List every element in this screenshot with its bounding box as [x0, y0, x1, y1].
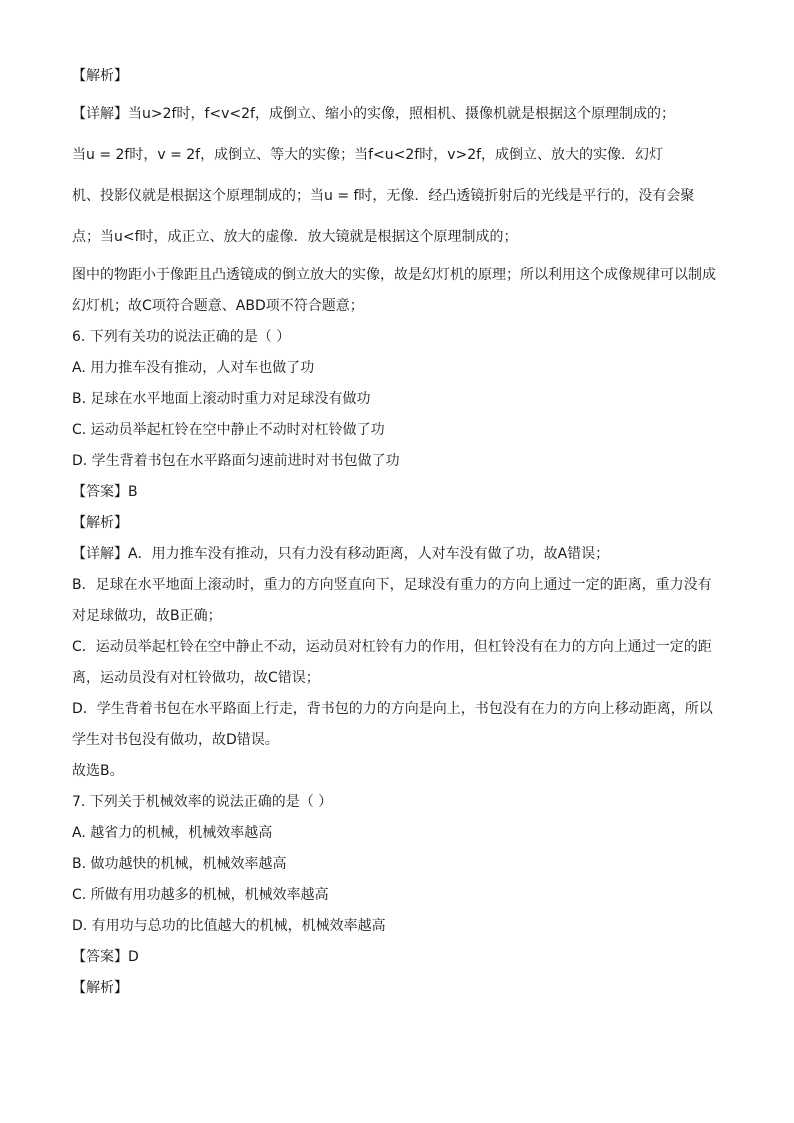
q7-stem: 7. 下列关于机械效率的说法正确的是（ ） — [72, 794, 333, 810]
q6-analysis-tag: 【解析】 — [72, 515, 128, 531]
q6-detail-d-line-2: 学生对书包没有做功，故D错误。 — [72, 732, 279, 748]
q7-option-d: D. 有用功与总功的比值越大的机械，机械效率越高 — [72, 918, 386, 934]
q6-detail-c-line-1: C．运动员举起杠铃在空中静止不动，运动员对杠铃有力的作用，但杠铃没有在力的方向上通过一定的距 — [72, 639, 712, 655]
q6-detail-b-line-1: B．足球在水平地面上滚动时，重力的方向竖直向下，足球没有重力的方向上通过一定的距离，重力没有 — [72, 577, 712, 593]
q6-option-d: D. 学生背着书包在水平路面匀速前进时对书包做了功 — [72, 453, 400, 469]
q6-detail-a: 【详解】A．用力推车没有推动，只有力没有移动距离，人对车没有做了功，故A错误； — [72, 546, 610, 562]
q5-detail-line-5: 图中的物距小于像距且凸透镜成的倒立放大的实像，故是幻灯机的原理；所以利用这个成像规律可以制成 — [72, 267, 716, 283]
q7-analysis-tag: 【解析】 — [72, 980, 128, 996]
q7-option-b: B. 做功越快的机械，机械效率越高 — [72, 856, 287, 872]
q7-option-c: C. 所做有用功越多的机械，机械效率越高 — [72, 887, 329, 903]
q5-analysis-tag: 【解析】 — [72, 68, 128, 84]
q5-detail-line-4: 点；当u<f时，成正立、放大的虚像．放大镜就是根据这个原理制成的； — [72, 229, 518, 245]
q6-answer: 【答案】B — [72, 484, 138, 500]
q6-detail-b-line-2: 对足球做功，故B正确； — [72, 608, 222, 624]
q6-detail-c-line-2: 离，运动员没有对杠铃做功，故C错误； — [72, 670, 320, 686]
q6-conclusion: 故选B。 — [72, 763, 124, 779]
q6-detail-d-line-1: D．学生背着书包在水平路面上行走，背书包的力的方向是向上，书包没有在力的方向上移动距离，所以 — [72, 701, 713, 717]
q5-detail-line-3: 机、投影仪就是根据这个原理制成的；当u = f时，无像．经凸透镜折射后的光线是平行的，没有会聚 — [72, 188, 695, 204]
q5-detail-line-6: 幻灯机；故C项符合题意、ABD项不符合题意； — [72, 298, 364, 314]
q5-detail-line-1: 【详解】当u>2f时，f<v<2f，成倒立、缩小的实像，照相机、摄像机就是根据这个原理制成的； — [72, 106, 675, 122]
q7-answer: 【答案】D — [72, 949, 139, 965]
q6-option-a: A. 用力推车没有推动，人对车也做了功 — [72, 360, 315, 376]
q6-option-c: C. 运动员举起杠铃在空中静止不动时对杠铃做了功 — [72, 422, 385, 438]
q5-detail-line-2: 当u = 2f时，v = 2f，成倒立、等大的实像；当f<u<2f时，v>2f，成倒立、放大的实像．幻灯 — [72, 147, 664, 163]
q6-stem: 6. 下列有关功的说法正确的是（ ） — [72, 329, 291, 345]
q7-option-a: A. 越省力的机械，机械效率越高 — [72, 825, 273, 841]
q6-option-b: B. 足球在水平地面上滚动时重力对足球没有做功 — [72, 391, 371, 407]
